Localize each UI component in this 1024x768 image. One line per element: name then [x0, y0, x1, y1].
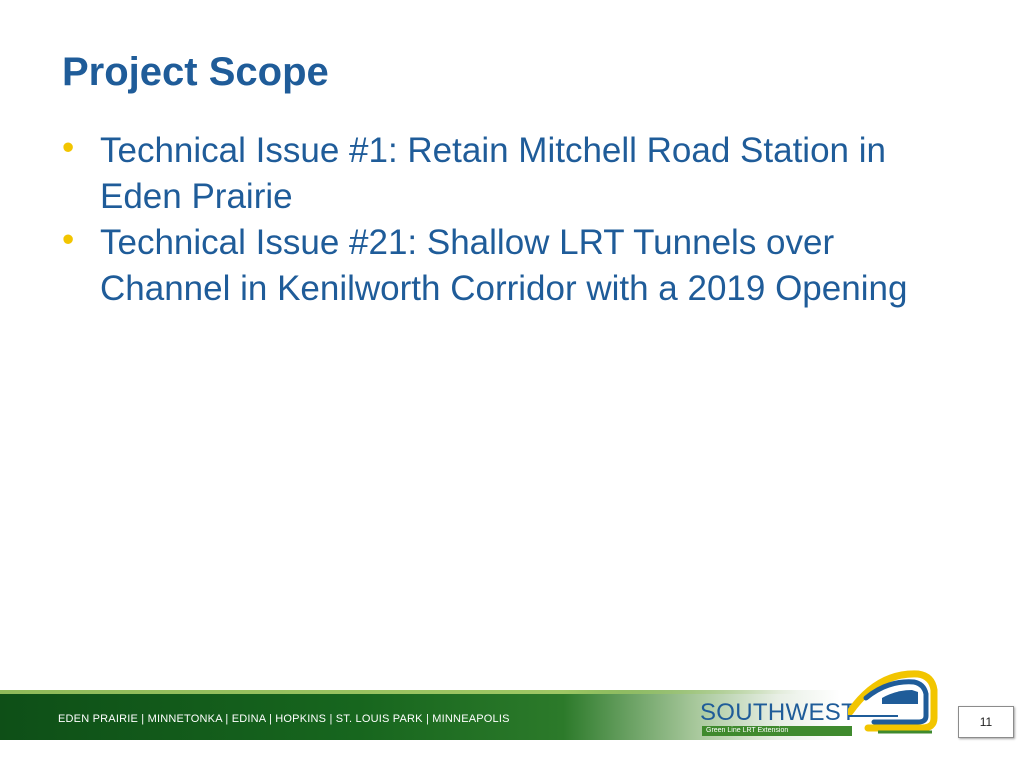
bullet-text: Technical Issue #1: Retain Mitchell Road Station in Eden Prairie [100, 131, 886, 216]
page-number: 11 [979, 715, 993, 729]
bullet-marker: • [62, 128, 75, 167]
footer-cities: EDEN PRAIRIE | MINNETONKA | EDINA | HOPKINS | ST. LOUIS PARK | MINNEAPOLIS [58, 713, 510, 725]
train-icon [848, 668, 938, 738]
bullet-text: Technical Issue #21: Shallow LRT Tunnels over Channel in Kenilworth Corridor with a 2019 Opening [100, 223, 908, 308]
logo-wordmark: SOUTHWEST [700, 699, 857, 726]
page-number-box [958, 706, 1014, 738]
logo-tagline: Green Line LRT Extension [706, 727, 789, 734]
bullet-item [62, 128, 962, 220]
southwest-logo [700, 668, 940, 738]
bullet-marker: • [62, 220, 75, 259]
slide-title: Project Scope [62, 50, 329, 94]
bullet-list [62, 128, 962, 312]
bullet-item [62, 220, 962, 312]
